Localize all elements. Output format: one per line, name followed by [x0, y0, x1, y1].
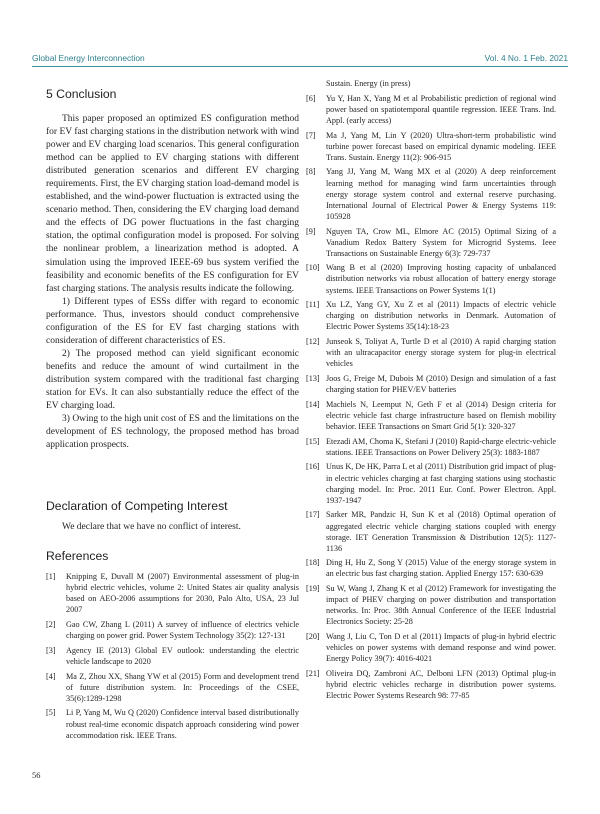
- reference-item: [306, 461, 556, 505]
- reference-number: [1]: [46, 572, 56, 581]
- reference-number: [21]: [306, 669, 320, 678]
- reference-item: [306, 631, 556, 664]
- reference-continuation: Sustain. Energy (in press): [326, 79, 411, 88]
- reference-item: [306, 399, 556, 432]
- reference-number: [16]: [306, 462, 320, 472]
- reference-item: [306, 436, 556, 458]
- reference-number: [17]: [306, 510, 320, 520]
- journal-name: Global Energy Interconnection: [32, 53, 145, 63]
- reference-item: [306, 373, 556, 395]
- reference-text: Su W, Wang J, Zhang K et al (2012) Framework for investigating the impact of PHEV charging on power distribution and transportation networks. In: Proc. 38th Annual Conference of the IEEE Industrial Electronics Society: 25-28: [326, 584, 556, 627]
- reference-text: Agency IE (2013) Global EV outlook: understanding the electric vehicle landscape to 2020: [66, 645, 299, 666]
- reference-item: [46, 645, 299, 667]
- reference-item: [306, 299, 556, 332]
- reference-item: [306, 262, 556, 295]
- reference-text: Ma J, Yang M, Lin Y (2020) Ultra-short-term probabilistic wind turbine power forecast based on empirical dynamic modeling. IEEE Trans. Sustain. Energy 11(2): 906-915: [326, 130, 556, 162]
- declaration-heading: Declaration of Competing Interest: [46, 499, 228, 513]
- reference-number: [4]: [46, 671, 56, 681]
- reference-number: [14]: [306, 399, 320, 409]
- reference-item: [46, 707, 299, 740]
- reference-text: Sarker MR, Pandzic H, Sun K et al (2018) Optimal operation of aggregated electric vehicle charging stations coupled with energy storage. IET Generation Transmission & Distribution 12(5): 1127-1136: [326, 510, 556, 553]
- reference-item: [306, 557, 556, 579]
- references-list-right: [306, 78, 556, 705]
- reference-text: Yang JJ, Yang M, Wang MX et al (2020) A deep reinforcement learning method for managing wind farm uncertainties through energy storage system control and external reserve purchasing. International Journal of Electrical Power & Energy Systems 119: 105928: [326, 167, 556, 221]
- reference-item: [306, 509, 556, 553]
- reference-number: [20]: [306, 632, 320, 642]
- reference-number: [18]: [306, 558, 320, 568]
- page-number: 56: [32, 771, 41, 780]
- reference-number: [19]: [306, 584, 320, 594]
- reference-item: [306, 93, 556, 126]
- reference-number: [3]: [46, 645, 56, 655]
- reference-text: Wang B et al (2020) Improving hosting capacity of unbalanced distribution networks via robust allocation of battery energy storage systems. IEEE Transactions on Power Systems 1(1): [326, 263, 556, 295]
- running-header: [32, 52, 568, 66]
- reference-text: Knipping E, Duvall M (2007) Environmental assessment of plug-in hybrid electric vehicles, volume 2: United States air quality analysis based on AEO-2006 assumptions for 2030, Palo Alto, USA, 23 Jul 2007: [66, 572, 299, 615]
- declaration-body: [46, 521, 299, 534]
- reference-text: Machiels N, Leemput N, Geth F et al (2014) Design criteria for electric vehicle fast charge infrastructure based on flemish mobility behavior. IEEE Transactions on Smart Grid 5(1): 320-327: [326, 399, 556, 431]
- conclusion-paragraph: This paper proposed an optimized ES configuration method for EV fast charging stations in the distribution network with wind power and EV charging load scenarios. This general configuration method can be applied to EV charging stations with different distributed generation scenarios and different EV charging requirements. First, the EV charging station load-demand model is established, and the wind-power fluctuation is extracted using the scenario method. Then, considering the EV charging load demand and the effects of DG power fluctuations in the fast charging station, the optimal configuration model is proposed. For solving the nonlinear problem, a linearization method is adopted. A simulation using the improved IEEE-69 bus system verified the feasibility and economic benefits of the ES configuration for EV fast charging stations. The analysis results indicate the following.: [46, 114, 299, 294]
- reference-number: [8]: [306, 167, 316, 177]
- references-list-left: [46, 571, 299, 744]
- reference-item: [306, 130, 556, 163]
- reference-text: Gao CW, Zhang L (2011) A survey of influence of electrics vehicle charging on power grid. Power System Technology 35(2): 127-131: [66, 619, 299, 641]
- reference-number: [7]: [306, 130, 316, 140]
- reference-number: [2]: [46, 619, 56, 629]
- reference-text: Nguyen TA, Crow ML, Elmore AC (2015) Optimal Sizing of a Vanadium Redox Battery System for Microgrid Systems. Ieee Transactions on Sustainable Energy 6(3): 729-737: [326, 226, 556, 258]
- conclusion-heading: 5 Conclusion: [46, 87, 117, 101]
- conclusion-paragraph: 3) Owing to the high unit cost of ES and the limitations on the development of ES technology, the proposed method has broad application prospects.: [46, 414, 299, 451]
- reference-number: [9]: [306, 226, 316, 236]
- reference-number: [5]: [46, 708, 56, 718]
- reference-item: [306, 336, 556, 369]
- reference-text: Ma Z, Zhou XX, Shang YW et al (2015) Form and development trend of future distribution system. In: Proceedings of the CSEE, 35(6):1289-1298: [66, 671, 299, 703]
- reference-text: Joos G, Freige M, Dubois M (2010) Design and simulation of a fast charging station for PHEV/EV batteries: [326, 374, 556, 395]
- reference-number: [11]: [306, 300, 320, 310]
- reference-text: Wang J, Liu C, Ton D et al (2011) Impacts of plug-in hybrid electric vehicles on power systems with demand response and wind power. Energy Policy 39(7): 4016-4021: [326, 632, 556, 664]
- reference-item: [46, 671, 299, 704]
- declaration-text: We declare that we have no conflict of interest.: [62, 522, 241, 532]
- reference-text: Oliveira DQ, Zambroni AC, Delboni LFN (2013) Optimal plug-in hybrid electric vehicles recharge in distribution power systems. Electric Power Systems Research 98: 77-85: [326, 669, 556, 701]
- reference-item: [306, 668, 556, 701]
- reference-number: [10]: [306, 263, 320, 273]
- reference-text: Yu Y, Han X, Yang M et al Probabilistic prediction of regional wind power based on spatiotemporal quantile regression. IEEE Trans. Ind. Appl. (early access): [326, 93, 556, 125]
- reference-item: [306, 226, 556, 259]
- header-divider: [32, 66, 568, 67]
- references-heading: References: [46, 549, 109, 563]
- reference-text: Xu LZ, Yang GY, Xu Z et al (2011) Impacts of electric vehicle charging on distribution networks in Denmark. Automation of Electric Power Systems 35(14):18-23: [326, 300, 556, 332]
- reference-text: Junseok S, Toliyat A, Turtle D et al (2010) A rapid charging station with an ultracapacitor energy storage system for plug-in electrical vehicles: [326, 337, 556, 369]
- reference-item: [306, 166, 556, 221]
- conclusion-body: [46, 113, 299, 452]
- conclusion-paragraph: 1) Different types of ESSs differ with regard to economic performance. Thus, investors should conduct comprehensive configuration of the ES for EV fast charging stations with consideration of different characteristics of ES.: [46, 296, 299, 346]
- reference-number: [12]: [306, 337, 320, 347]
- conclusion-paragraph: 2) The proposed method can yield significant economic benefits and reduce the amount of wind curtailment in the distribution system compared with the traditional fast charging station for EVs. It can also substantially reduce the effect of the EV charging load.: [46, 348, 299, 412]
- reference-text: Unus K, De HK, Parra L et al (2011) Distribution grid impact of plug-in electric vehicles charging at fast charging stations using stochastic charging model. In: Proc. 2011 Eur. Conf. Power Electron. Appl. 1937-1947: [326, 462, 556, 505]
- reference-item: [46, 571, 299, 615]
- reference-text: Ding H, Hu Z, Song Y (2015) Value of the energy storage system in an electric bus fast charging station. Applied Energy 157: 630-639: [326, 558, 556, 579]
- reference-number: [15]: [306, 436, 320, 446]
- reference-number: [6]: [306, 93, 316, 103]
- reference-text: Etezadi AM, Choma K, Stefani J (2010) Rapid-charge electric-vehicle stations. IEEE Transactions on Power Delivery 25(3): 1883-1887: [326, 436, 556, 457]
- issue-info: Vol. 4 No. 1 Feb. 2021: [484, 53, 568, 63]
- reference-item: [306, 583, 556, 627]
- reference-text: Li P, Yang M, Wu Q (2020) Confidence interval based distributionally robust real-time economic dispatch approach considering wind power accommodation risk. IEEE Trans.: [66, 708, 299, 740]
- reference-item: [46, 619, 299, 641]
- reference-number: [13]: [306, 374, 320, 383]
